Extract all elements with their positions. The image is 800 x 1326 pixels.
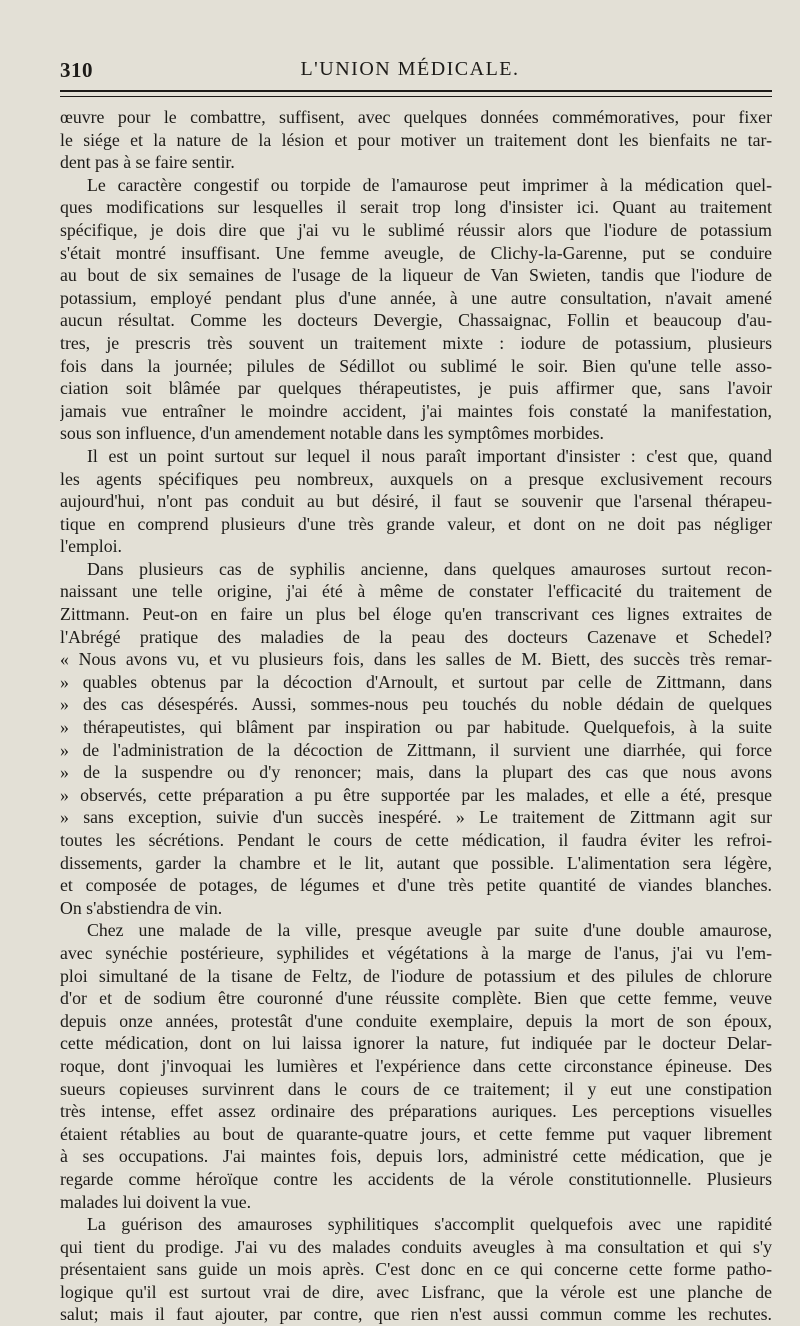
text-line: tique en comprend plusieurs d'une très grande valeur, et dont on ne doit pas négliger [60, 513, 772, 534]
text-line: à ses occupations. J'ai maintes fois, depuis lors, administré cette médication, que je [60, 1146, 772, 1167]
text-line: jamais vue entraîner le moindre accident, j'ai maintes fois constaté la manifestation, [60, 400, 772, 421]
text-line: qui tient du prodige. J'ai vu des malades conduits aveugles à ma consultation et qui s'y [60, 1236, 772, 1257]
text-line: présentaient sans guide un mois après. C'est donc en ce qui concerne cette forme patho- [60, 1259, 772, 1280]
text-line: » de l'administration de la décoction de Zittmann, il survient une diarrhée, qui force [60, 739, 772, 760]
text-line: « Nous avons vu, et vu plusieurs fois, dans les salles de M. Biett, des succès très remar- [60, 649, 772, 670]
text-line: On s'abstiendra de vin. [60, 897, 223, 918]
text-line: étaient rétablies au bout de quarante-quatre jours, et cette femme put vaquer librement [60, 1123, 772, 1144]
text-line: » observés, cette préparation a pu être supportée par les malades, et elle a été, presque [60, 784, 772, 805]
text-line: et composée de potages, de légumes et d'une très petite quantité de viandes blanches. [60, 875, 772, 896]
text-line: logique qu'il est surtout vrai de dire, avec Lisfranc, que la vérole est une planche de [60, 1281, 772, 1302]
text-line: malades lui doivent la vue. [60, 1191, 252, 1212]
header-rule-thick [60, 90, 772, 92]
text-line: » de la suspendre ou d'y renoncer; mais, dans la plupart des cas que nous avons [60, 762, 772, 783]
text-line: dissements, garder la chambre et le lit, autant que possible. L'alimentation sera légère, [60, 852, 772, 873]
text-line: depuis onze années, protestât d'une conduite exemplaire, depuis la mort de son époux, [60, 1010, 772, 1031]
text-line: potassium, employé pendant plus d'une année, à une autre consultation, n'avait amené [60, 287, 772, 308]
text-line: » quables obtenus par la décoction d'Arnoult, et surtout par celle de Zittmann, dans [60, 671, 772, 692]
running-title: L'UNION MÉDICALE. [300, 58, 520, 80]
text-line: » des cas désespérés. Aussi, sommes-nous peu touchés du noble dédain de quelques [60, 694, 772, 715]
header-rule-thin [60, 96, 772, 97]
text-line: » sans exception, suivie d'un succès inespéré. » Le traitement de Zittmann agit sur [60, 807, 772, 828]
text-line: dent pas à se faire sentir. [60, 152, 235, 173]
text-line: œuvre pour le combattre, suffisent, avec quelques données commémoratives, pour fixer [60, 107, 772, 127]
text-line: s'était montré insuffisant. Une femme aveugle, de Clichy-la-Garenne, put se conduire [60, 242, 772, 263]
text-line: aujourd'hui, n'ont pas conduit au but désiré, il faut se souvenir que l'arsenal thérapeu- [60, 491, 772, 512]
text-line: » thérapeutistes, qui blâment par inspiration ou par habitude. Quelquefois, à la suite [60, 717, 772, 738]
text-line: l'Abrégé pratique des maladies de la peau des docteurs Cazenave et Schedel? [60, 626, 772, 647]
text-line: Il est un point surtout sur lequel il nous paraît important d'insister : c'est que, quand [87, 445, 772, 466]
text-line: naissant une telle origine, j'ai été à même de constater l'efficacité du traitement de [60, 581, 772, 602]
text-line: regarde comme héroïque contre les accidents de la vérole constitutionnelle. Plusieurs [60, 1168, 772, 1189]
text-line: tres, je prescris très souvent un traitement mixte : iodure de potassium, plusieurs [60, 332, 772, 353]
text-line: les agents spécifiques peu nombreux, auxquels on a presque exclusivement recours [60, 468, 772, 489]
text-line: ploi simultané de la tisane de Feltz, de l'iodure de potassium et des pilules de chlorure [60, 965, 772, 986]
text-line: au bout de six semaines de l'usage de la liqueur de Van Swieten, tandis que l'iodure de [60, 265, 772, 286]
text-line: aucun résultat. Comme les docteurs Devergie, Chassaignac, Follin et beaucoup d'au- [60, 310, 772, 331]
page-header [60, 58, 760, 88]
text-line: fois dans la journée; pilules de Sédillot ou sublimé le soir. Bien qu'une telle asso- [60, 355, 772, 376]
body-text [60, 106, 772, 1326]
page-number: 310 [60, 58, 93, 82]
text-line: sous son influence, d'un amendement notable dans les symptômes morbides. [60, 423, 604, 444]
text-line: avec synéchie postérieure, syphilides et végétations à la marge de l'anus, j'ai vu l'em- [60, 942, 772, 963]
text-line: très intense, effet assez ordinaire des préparations auriques. Les perceptions visuelles [60, 1101, 772, 1122]
text-line: ques modifications sur lesquelles il serait trop long d'insister ici. Quant au traitement [60, 197, 772, 218]
text-line: l'emploi. [60, 536, 122, 557]
text-line: le siége et la nature de la lésion et pour motiver un traitement dont les bienfaits ne tar- [60, 129, 772, 150]
text-line: Chez une malade de la ville, presque aveugle par suite d'une double amaurose, [87, 920, 772, 941]
text-line: Dans plusieurs cas de syphilis ancienne, dans quelques amauroses surtout recon- [87, 558, 772, 579]
text-line: d'or et de sodium être couronné d'une réussite complète. Bien que cette femme, veuve [60, 988, 772, 1009]
text-line: Zittmann. Peut-on en faire un plus bel éloge qu'en transcrivant ces lignes extraites de [60, 604, 772, 625]
text-line: ciation soit blâmée par quelques thérapeutistes, je puis affirmer que, sans l'avoir [60, 378, 772, 399]
text-line: toutes les sécrétions. Pendant le cours de cette médication, il faudra éviter les refroi- [60, 830, 772, 850]
text-line: cette médication, dont on lui laissa ignorer la nature, fut indiquée par le docteur Delar- [60, 1033, 772, 1054]
text-line: Le caractère congestif ou torpide de l'amaurose peut imprimer à la médication quel- [87, 174, 772, 195]
text-line: spécifique, je dois dire que j'ai vu le sublimé réussir alors que l'iodure de potassium [60, 219, 772, 240]
text-line: sueurs copieuses survinrent dans le cours de ce traitement; il y eut une constipation [60, 1078, 772, 1099]
text-line: roque, dont j'invoquai les lumières et l'expérience dans cette circonstance épineuse. Des [60, 1055, 772, 1076]
text-line: salut; mais il faut ajouter, par contre, que rien n'est aussi commun comme les rechutes. [60, 1304, 772, 1325]
text-line: La guérison des amauroses syphilitiques s'accomplit quelquefois avec une rapidité [87, 1214, 772, 1235]
